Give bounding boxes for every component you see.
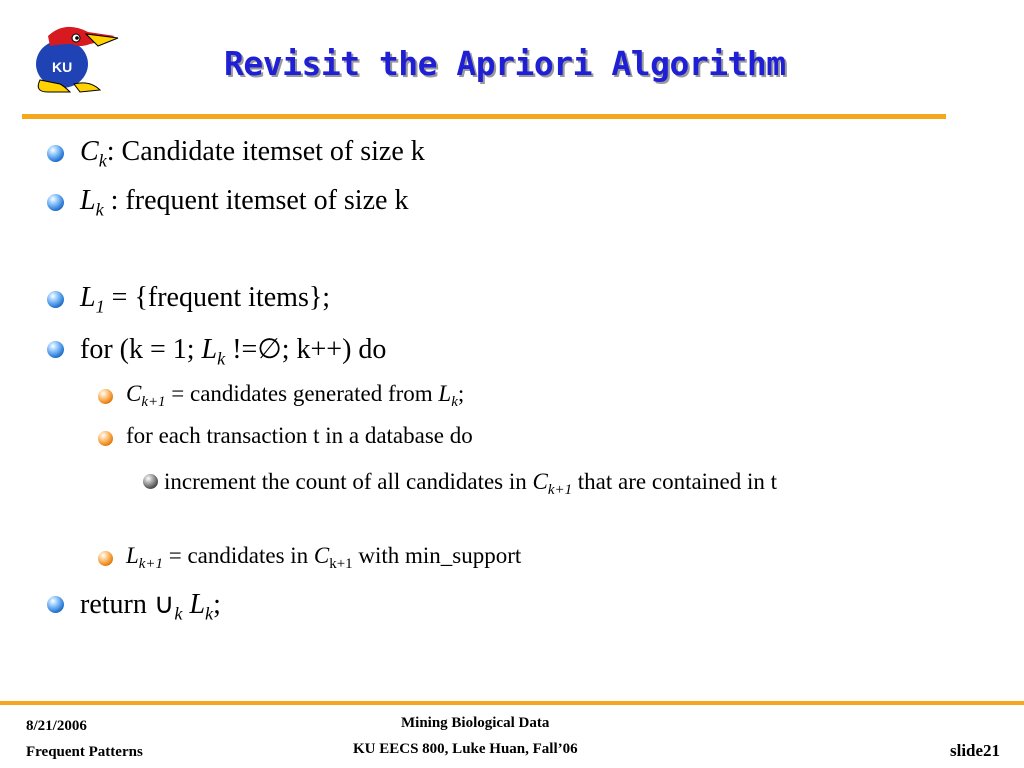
bullet-icon: [47, 291, 64, 308]
bullet-return: return $\cup_k$ $L_k$;: [80, 589, 221, 624]
logo-text: KU: [52, 59, 73, 75]
title-divider: [22, 114, 946, 119]
footer-divider: [0, 701, 1024, 705]
bullet-lk: $L_k$ : frequent itemset of size k: [80, 185, 409, 220]
bullet-generate: $C_{k+1}$ = candidates generated from $L_k$;: [126, 381, 465, 411]
footer-course-info: KU EECS 800, Luke Huan, Fall’06: [353, 741, 578, 757]
bullet-icon: [47, 145, 64, 162]
sub-bullet-icon: [98, 551, 113, 566]
footer-date: 8/21/2006: [26, 718, 87, 734]
bullet-icon: [47, 341, 64, 358]
bullet-each-transaction: for each transaction t in a database do: [126, 423, 473, 448]
bullet-loop: for (k = 1; $L_k$ !=∅; k++) do: [80, 334, 387, 369]
slide-title: Revisit the Apriori Algorithm: [224, 44, 786, 83]
bullet-l1: $L_1$ = {frequent items};: [80, 282, 331, 317]
bullet-next-l: $L_{k+1}$ = candidates in $C_{k+1}$ with min_support: [126, 543, 522, 573]
bullet-ck: $C_k$: Candidate itemset of size k: [80, 136, 425, 171]
footer-topic: Frequent Patterns: [26, 744, 143, 760]
footer-course-title: Mining Biological Data: [401, 715, 550, 731]
sub-sub-bullet-icon: [143, 474, 158, 489]
bullet-increment: increment the count of all candidates in $C_{k+1}$ that are contained in t: [164, 469, 778, 499]
bullet-icon: [47, 596, 64, 613]
sub-bullet-icon: [98, 431, 113, 446]
slide-number: slide21: [950, 741, 1001, 760]
sub-bullet-icon: [98, 389, 113, 404]
jayhawk-mascot-icon: [20, 18, 120, 98]
bullet-icon: [47, 194, 64, 211]
